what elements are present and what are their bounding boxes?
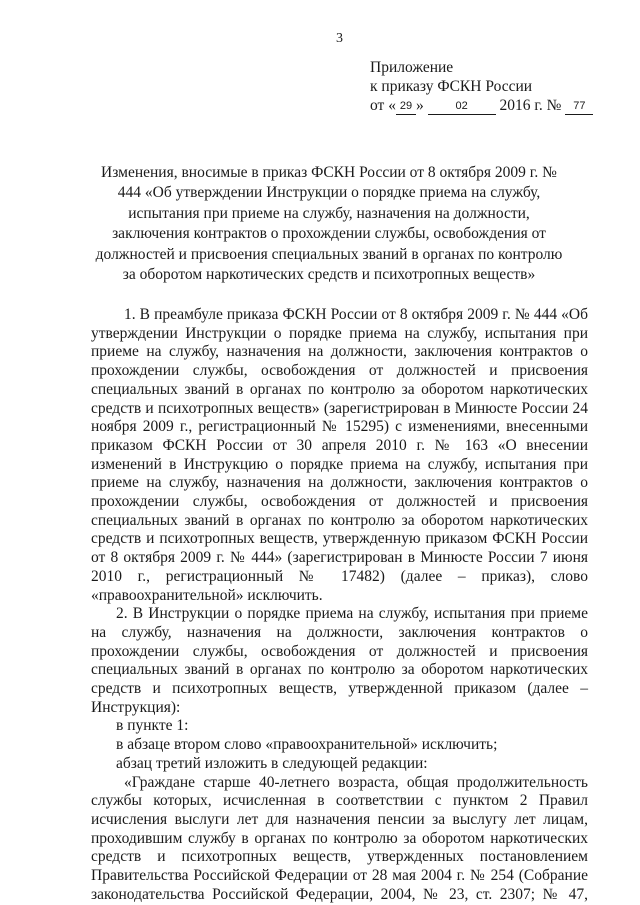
- item-2-paragraph-2: в абзаце втором слово «правоохранительной» исключить;: [116, 736, 498, 754]
- date-prefix: от «: [370, 97, 396, 114]
- date-separator: »: [415, 97, 424, 114]
- appendix-label: Приложение: [370, 59, 454, 76]
- appendix-order-ref: к приказу ФСКН России: [370, 78, 533, 95]
- appendix-date-line: [370, 96, 593, 115]
- item-1-paragraph: 1. В преамбуле приказа ФСКН России от 8 октября 2009 г. № 444 «Об утверждении Инструкции о порядке приема на службу, испытания при приеме на службу, назначения на должности, заключения контрактов о прохождении службы, освобождения от должностей и присвоения специальных званий в органах по контролю за оборотом наркотических средств и психотропных веществ» (зарегистрирован в Минюсте России 24 ноября 2009 г., регистрационный № 15295) с изменениями, внесенными приказом ФСКН России от 30 апреля 2010 г. № 163 «О внесении изменений в Инструкцию о порядке приема на службу, испытания при приеме на службу, назначения на должности, заключения контрактов о прохождении службы, освобождения от должностей и присвоения специальных званий в органах по контролю за оборотом наркотических средств и психотропных веществ, утвержденную приказом ФСКН России от 8 октября 2009 г. № 444» (зарегистрирован в Минюсте России 7 июня 2010 г., регистрационный № 17482) (далее – приказ), слово «правоохранительной» исключить.: [91, 306, 588, 604]
- order-number: 77: [565, 99, 593, 115]
- page-number: 3: [336, 31, 343, 46]
- item-2-paragraph: 2. В Инструкции о порядке приема на службу, испытания при приеме на службу, назначения на должности, заключения контрактов о прохождении службы, освобождения от должностей и присвоения специальных званий в органах по контролю за оборотом наркотических средств и психотропных веществ, утвержденной приказом (далее – Инструкция):: [91, 605, 588, 716]
- item-2-point-1: в пункте 1:: [116, 717, 189, 735]
- document-body: [91, 306, 588, 905]
- appendix-header: [370, 58, 593, 115]
- item-2-paragraph-3: абзац третий изложить в следующей редакции:: [116, 754, 428, 772]
- quoted-text: «Граждане старше 40-летнего возраста, общая продолжительность службы которых, исчисленная в соответствии с пунктом 2 Правил исчисления выслуги лет для назначения пенсии за выслугу лет лицам, проходившим службу в органах по контролю за оборотом наркотических средств и психотропных веществ, утвержденных постановлением Правительства Российской Федерации от 28 мая 2004 г. № 254 (Собрание законодательства Российской Федерации, 2004, № 23, ст. 2307; № 47,: [91, 773, 588, 903]
- date-month: 02: [428, 99, 496, 115]
- date-year: 2016 г. №: [499, 97, 562, 114]
- date-day: 29: [396, 99, 416, 115]
- document-title: Изменения, вносимые в приказ ФСКН России от 8 октября 2009 г. № 444 «Об утверждении Инструкции о порядке приема на службу, испытания при приеме на службу, назначения на должности, заключения контрактов о прохождении службы, освобождения от должностей и присвоения специальных званий в органах по контролю за оборотом наркотических средств и психотропных веществ»: [95, 164, 563, 284]
